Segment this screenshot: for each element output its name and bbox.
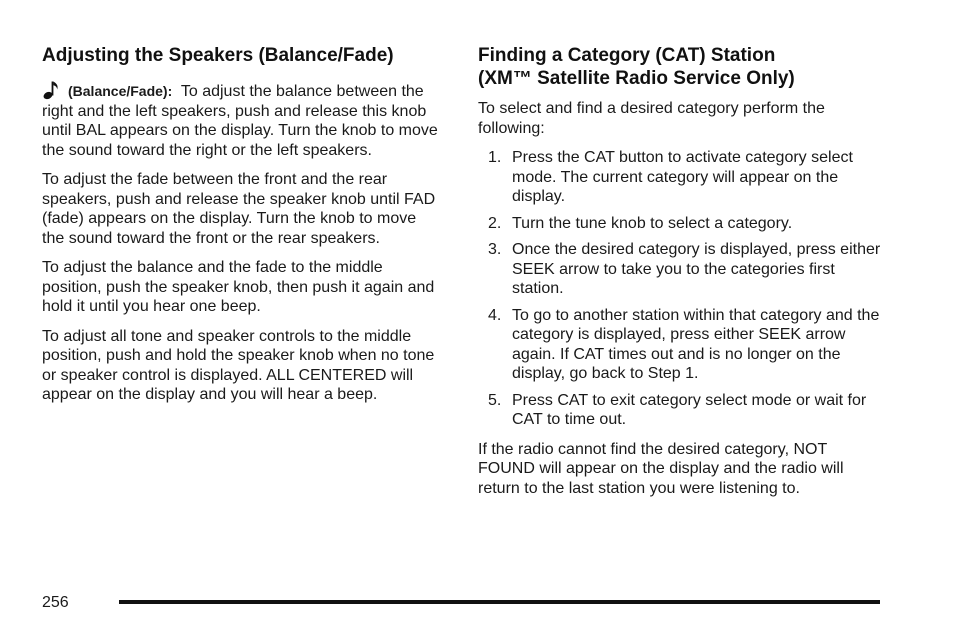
left-column — [42, 44, 442, 415]
step-text: Turn the tune knob to select a category. — [512, 214, 793, 232]
balance-fade-text: To adjust the balance between the right and the left speakers, push and release this knob until BAL appears on the display. Turn the knob to move the sound toward the right or the left speakers. — [42, 83, 438, 159]
fade-paragraph: To adjust the fade between the front and the rear speakers, push and release the speaker knob until FAD (fade) appears on the display. Turn the knob to move the sound toward the front or the rear speakers. — [42, 171, 436, 247]
heading-line-1: Finding a Category (CAT) Station — [478, 45, 776, 66]
step-item — [478, 148, 888, 207]
right-column — [478, 44, 888, 508]
balance-fade-paragraph — [42, 80, 442, 160]
step-item — [478, 391, 888, 430]
closing-paragraph: If the radio cannot find the desired category, NOT FOUND will appear on the display and the radio will return to the last station you were listening to. — [478, 440, 844, 497]
step-number: 1. — [488, 149, 502, 166]
step-item — [478, 214, 888, 234]
step-text: Press the CAT button to activate category select mode. The current category will appear on the display. — [512, 149, 853, 205]
step-text: Press CAT to exit category select mode or wait for CAT to time out. — [512, 391, 867, 428]
step-text: Once the desired category is displayed, press either SEEK arrow to take you to the categories first station. — [512, 241, 881, 297]
page-number: 256 — [42, 594, 69, 611]
music-note-icon — [42, 80, 60, 100]
footer-divider — [119, 600, 880, 604]
step-text: To go to another station within that category and the category is displayed, press either SEEK arrow again. If CAT times out and is no longer on the display, go back to Step 1. — [512, 306, 880, 382]
step-number: 2. — [488, 214, 502, 232]
step-number: 4. — [488, 306, 502, 324]
step-number: 5. — [488, 391, 502, 409]
step-list — [478, 148, 888, 430]
section-heading-category — [478, 44, 888, 90]
heading-line-2: (XM™ Satellite Radio Service Only) — [478, 68, 795, 89]
balance-fade-label: (Balance/Fade): — [68, 83, 173, 99]
step-item — [478, 306, 888, 384]
intro-paragraph: To select and find a desired category perform the following: — [478, 100, 825, 137]
section-heading-speakers: Adjusting the Speakers (Balance/Fade) — [42, 45, 394, 66]
step-item — [478, 240, 888, 299]
step-number: 3. — [488, 241, 502, 258]
reset-paragraph: To adjust all tone and speaker controls to the middle position, push and hold the speaker knob when no tone or speaker control is displayed. ALL CENTERED will appear on the display and you will hear a beep. — [42, 327, 435, 403]
center-paragraph: To adjust the balance and the fade to the middle position, push the speaker knob, then push it again and hold it until you hear one beep. — [42, 259, 435, 315]
